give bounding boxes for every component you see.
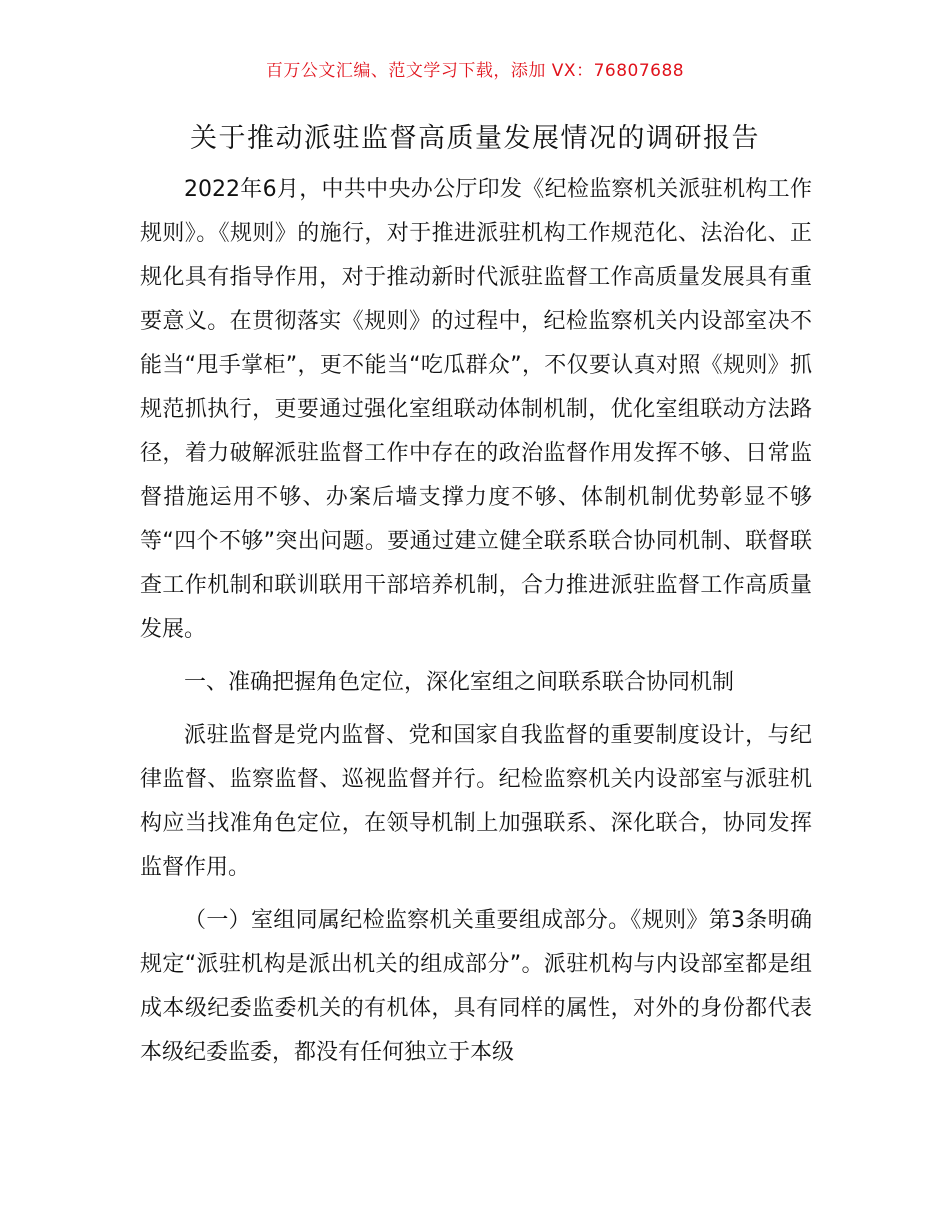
paragraph-subsection-1: （一）室组同属纪检监察机关重要组成部分。《规则》第3条明确规定“派驻机构是派出机关的组成部分”。派驻机构与内设部室都是组成本级纪委监委机关的有机体，具有同样的属性，对外的身份都代表本级纪委监委，都没有任何独立于本级 [140,908,812,1065]
document-body [140,168,812,1084]
paragraph-intro: 2022年6月，中共中央办公厅印发《纪检监察机关派驻机构工作规则》。《规则》的施行，对于推进派驻机构工作规范化、法治化、正规化具有指导作用，对于推动新时代派驻监督工作高质量发展具有重要意义。在贯彻落实《规则》的过程中，纪检监察机关内设部室决不能当“甩手掌柜”，更不能当“吃瓜群众”，不仅要认真对照《规则》抓规范抓执行，更要通过强化室组联动体制机制，优化室组联动方法路径，着力破解派驻监督工作中存在的政治监督作用发挥不够、日常监督措施运用不够、办案后墙支撑力度不够、体制机制优势彰显不够等“四个不够”突出问题。要通过建立健全联系联合协同机制、联督联查工作机制和联训联用干部培养机制，合力推进派驻监督工作高质量发展。 [140,177,812,642]
document-title: 关于推动派驻监督高质量发展情况的调研报告 [190,123,760,154]
section-heading-1: 一、准确把握角色定位，深化室组之间联系联合协同机制 [184,670,735,695]
paragraph-section-1: 派驻监督是党内监督、党和国家自我监督的重要制度设计，与纪律监督、监察监督、巡视监督并行。纪检监察机关内设部室与派驻机构应当找准角色定位，在领导机制上加强联系、深化联合，协同发挥监督作用。 [140,723,812,880]
header-watermark: 百万公文汇编、范文学习下载，添加 VX：76807688 [265,61,685,81]
